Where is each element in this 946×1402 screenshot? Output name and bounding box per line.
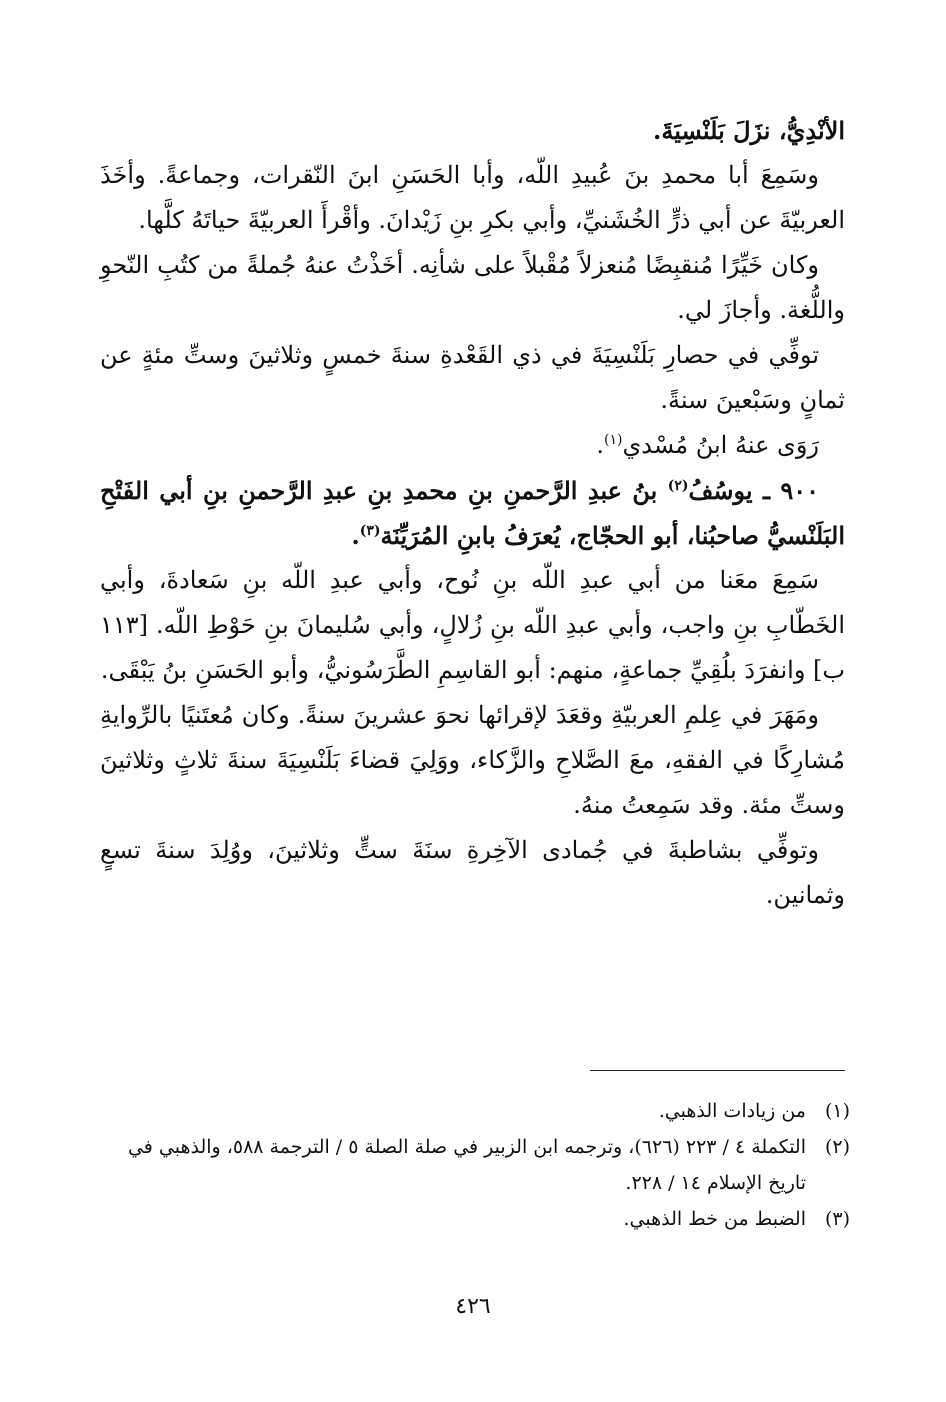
main-text (100, 108, 845, 918)
footnote-item (100, 1201, 850, 1237)
paragraph-5 (100, 423, 845, 468)
footnote-number: (١) (824, 1100, 850, 1122)
entry-heading (100, 468, 845, 558)
paragraph-8: ومَهَرَ في عِلمِ العربيّةِ وقعَدَ لإقرائها نحوَ عشرينَ سنةً. وكان مُعتَنيًا بالرِّوايةِ مُشارِكًا في الفقهِ، معَ الصَّلاحِ والزَّكاء، ووَلِيَ قضاءَ بَلَنْسِيَةَ سنةَ ثلاثٍ وثلاثينَ وستِّ مئة. وقد سَمِعتُ منهُ. (100, 701, 845, 819)
paragraph-7: سَمِعَ معَنا من أبي عبدِ اللّه بنِ نُوح، وأبي عبدِ اللّه بنِ سَعادةَ، وأبي الخَطّابِ بنِ واجب، وأبي عبدِ اللّه بنِ زُلالٍ، وأبي سُليمانَ بنِ حَوْطِ اللّه. [١١٣ ب] وانفرَدَ بلُقِيِّ جماعةٍ، منهم: أبو القاسِمِ الطَّرَسُونيُّ، وأبو الحَسَنِ بنُ يَبْقَى. (100, 566, 845, 684)
paragraph-2: وسَمِعَ أبا محمدِ بنَ عُبيدِ اللّه، وأبا الحَسَنِ ابنَ النّقرات، وجماعةً. وأخَذَ العربيّةَ عن أبي ذرٍّ الخُشَنيِّ، وأبي بكرِ بنِ زَيْدانَ. وأقْرأَ العربيّةَ حياتَهُ كلَّها. (100, 161, 845, 234)
footnote-ref-3: (٣) (359, 523, 381, 539)
paragraph-3: وكان خَيِّرًا مُنقبِضًا مُنعزلاً مُقْبلاً على شأنِه. أخَذْتُ عنهُ جُملةً من كتُبِ النّحوِ واللُّغة. وأجازَ لي. (100, 251, 845, 324)
entry-number: ٩٠٠ ـ (762, 476, 820, 505)
footnotes (100, 1093, 850, 1237)
footnote-ref-1: (١) (603, 432, 623, 448)
footnote-item (100, 1093, 850, 1129)
paragraph-9: وتوفِّي بشاطبةَ في جُمادى الآخِرةِ سنَةَ ستٍّ وثلاثينَ، ووُلِدَ سنةَ تسعٍ وثمانين. (100, 836, 845, 909)
entry-lineage: بنُ عبدِ الرَّحمنِ بنِ محمدِ بنِ عبدِ الرَّحمنِ بنِ أبي الفَتْحِ البَلَنْسيُّ صاحبُنا، أبو الحجّاج، يُعرَفُ بابنِ المُرَيِّنَة (100, 476, 845, 550)
footnote-number: (٣) (824, 1208, 850, 1230)
footnote-text: من زيادات الذهبي. (658, 1100, 806, 1122)
entry-end: . (351, 521, 360, 550)
footnote-text: التكملة ٤ / ٢٢٣ (٦٢٦)، وترجمه ابن الزبير في صلة الصلة ٥ / الترجمة ٥٨٨، والذهبي في تاريخ الإسلام ١٤ / ٢٢٨. (127, 1136, 806, 1194)
narrator-text: رَوَى عنهُ ابنُ مُسْدي (622, 431, 819, 459)
footnote-divider (590, 1070, 845, 1071)
paragraph-4: توفِّي في حصارِ بَلَنْسِيَةَ في ذي القَعْدةِ سنةَ خمسٍ وثلاثينَ وستِّ مئةٍ عن ثمانٍ وسَبْعينَ سنةً. (100, 341, 845, 414)
footnote-item (100, 1129, 850, 1201)
entry-name: يوسُفُ (688, 476, 753, 505)
page-number: ٤٢٦ (455, 1294, 491, 1319)
paragraph-1: الأنْدِيُّ، نزَلَ بَلَنْسِيَةَ. (653, 116, 845, 145)
footnote-number: (٢) (824, 1136, 850, 1158)
paragraph-5-end: . (596, 431, 604, 459)
footnote-text: الضبط من خط الذهبي. (623, 1208, 806, 1230)
footnote-ref-2: (٢) (667, 478, 689, 494)
